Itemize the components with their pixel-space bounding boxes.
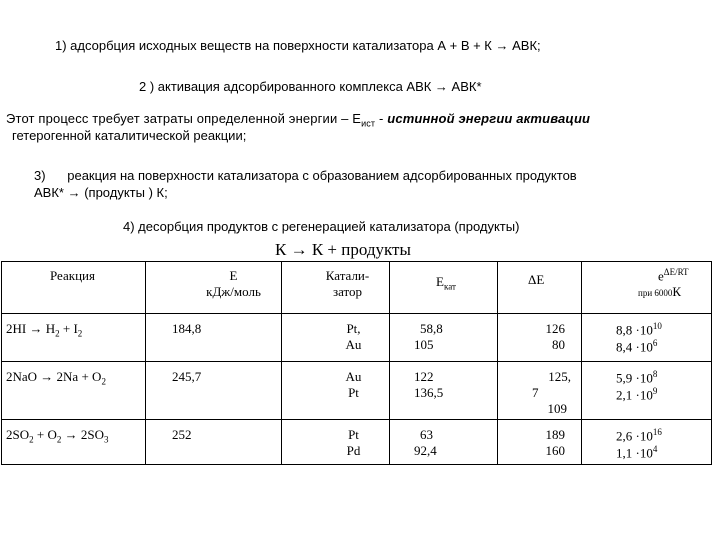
catalyst-equation: К → К + продукты bbox=[275, 240, 411, 259]
e-ist-subscript: ист bbox=[361, 118, 376, 129]
row-1-reaction: $2HI \to H_2 + I_2$ bbox=[2, 314, 146, 362]
row-2-energy: 245,7 bbox=[146, 362, 282, 420]
row-2-catalyst: Au Pt bbox=[282, 362, 390, 420]
row-1-energy: 184,8 bbox=[146, 314, 282, 362]
row-1-catalyst: Pt, Au bbox=[282, 314, 390, 362]
header-reaction bbox=[2, 262, 146, 314]
header-exponent bbox=[582, 262, 712, 314]
header-exponent-temp: при 6000К bbox=[638, 284, 682, 300]
header-exponent-label: $е^{\Delta Е/RT}$ bbox=[658, 267, 689, 284]
row-1-exponent: $8,8 \cdot 10^{10}$ $8,4 \cdot 10^6$ bbox=[582, 314, 712, 362]
header-e-kat-label: $Е_{кат}$ bbox=[436, 274, 456, 292]
row-2-reaction: $2NaO \to 2Na + O_2$ bbox=[2, 362, 146, 420]
table-header-row bbox=[2, 262, 712, 314]
step-3-reaction-line2: АВК* → (продукты ) К; bbox=[34, 185, 168, 200]
row-3-e-kat: 63 92,4 bbox=[390, 420, 498, 465]
step-4-desorption: 4) десорбция продуктов с регенерацией катализатора (продукты) bbox=[123, 219, 520, 234]
activation-energy-table bbox=[1, 261, 712, 465]
true-activation-energy-term: истинной энергии активации bbox=[387, 111, 591, 126]
header-energy-symbol: Е bbox=[229, 268, 238, 283]
row-3-exponent: $2,6 \cdot 10^{16}$ $1,1 \cdot 10^4$ bbox=[582, 420, 712, 465]
row-3-delta-e: 189 160 bbox=[498, 420, 582, 465]
header-catalyst-line2: затор bbox=[332, 284, 363, 299]
row-3-reaction: $2SO_2 + O_2 \to 2SO_3$ bbox=[2, 420, 146, 465]
process-energy-dash: - bbox=[375, 111, 388, 126]
header-delta-e bbox=[498, 262, 582, 314]
step-3-reaction-line1: 3) реакция на поверхности катализатора с образованием адсорбированных продуктов bbox=[34, 168, 577, 183]
table-row bbox=[2, 420, 712, 465]
header-e-kat bbox=[390, 262, 498, 314]
row-2-e-kat: 122 136,5 bbox=[390, 362, 498, 420]
header-reaction-label: Реакция bbox=[50, 268, 95, 283]
table-row bbox=[2, 314, 712, 362]
row-1-e-kat: 58,8 105 bbox=[390, 314, 498, 362]
process-energy-text bbox=[6, 111, 696, 129]
process-energy-line2: гетерогенной каталитической реакции; bbox=[12, 128, 247, 143]
step-2-activation: 2 ) активация адсорбированного комплекса АВК → АВК* bbox=[139, 79, 482, 94]
row-1-delta-e: 126 80 bbox=[498, 314, 582, 362]
header-catalyst bbox=[282, 262, 390, 314]
table-row bbox=[2, 362, 712, 420]
header-energy-unit: кДж/моль bbox=[206, 284, 261, 299]
row-3-catalyst: Pt Pd bbox=[282, 420, 390, 465]
row-3-energy: 252 bbox=[146, 420, 282, 465]
row-2-exponent: $5,9 \cdot 10^8$ $2,1 \cdot 10^9$ bbox=[582, 362, 712, 420]
header-catalyst-line1: Катали- bbox=[325, 268, 370, 283]
header-delta-e-label: ΔЕ bbox=[528, 272, 545, 287]
row-2-delta-e: 125, 7 109 bbox=[498, 362, 582, 420]
process-energy-prefix: Этот процесс требует затраты определенной энергии – Е bbox=[6, 111, 362, 126]
step-1-adsorption: 1) адсорбция исходных веществ на поверхности катализатора А + В + К → АВК; bbox=[55, 38, 541, 53]
header-energy bbox=[146, 262, 282, 314]
